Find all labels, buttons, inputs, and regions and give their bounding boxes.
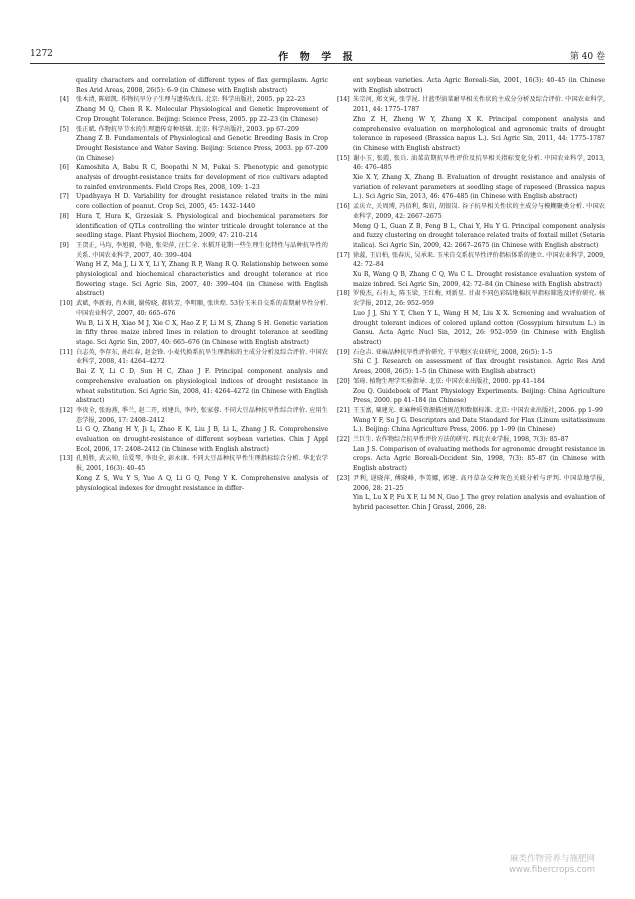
reference-entry <box>337 202 605 251</box>
reference-english-text: Bai Z Y, Li C D, Sun H C, Zhao J F. Principal component analysis and comprehensive evaluation on physiological indices of drought resistance in wheat substitution. Sci Agric Sin, 2008, 41: 4264–4272 (in Chinese with English abstract) <box>76 368 328 405</box>
reference-entry <box>337 251 605 290</box>
reference-number: [4] <box>60 96 69 104</box>
reference-entry <box>60 406 328 455</box>
page-number: 1272 <box>30 49 53 59</box>
reference-number: [7] <box>60 193 69 201</box>
reference-entry <box>60 192 328 211</box>
reference-entry <box>337 154 605 203</box>
reference-chinese-text: 白志英, 李存东, 孙红春, 赵金锋. 小麦代换系抗旱生理指标的主成分分析及综合评价. 中国农业科学, 2008, 41: 4264–4272 <box>76 348 328 366</box>
reference-english-text: Zhang M Q, Chen R K. Molecular Physiological and Genetic Improvement of Crop Drought Tolerance. Beijing: Science Press, 2005. pp 22–23 (in Chinese) <box>76 106 328 123</box>
reference-entry <box>60 299 328 348</box>
reference-english-text: Hura T, Hura K, Grzesiak S. Physiological and biochemical parameters for identification of QTLs controlling the winter triticale drought tolerance at the seedling stage. Plant Physiol Biochem, 2009, 47: 210–214 <box>76 212 328 240</box>
volume-label: 第 40 卷 <box>569 52 605 62</box>
reference-english-text: ent soybean varieties. Acta Agric Boreali-Sin, 2001, 16(3): 40–45 (in Chinese with English abstract) <box>353 77 605 94</box>
reference-chinese-text: 石仓吉. 亚麻品种抗旱性评价研究. 干旱地区农业研究, 2008, 26(5): 1–5 <box>353 348 553 356</box>
reference-number: [22] <box>337 436 350 444</box>
reference-english-text: Zhu Z H, Zheng W Y, Zhang X K. Principal component analysis and comprehensive evaluation on morphological and agronomic traits of drought tolerance in rapeseed (Brassica napus L.). Sci Agric Sin, 2011, 44: 1775–1787 (in Chinese with English abstract) <box>353 115 605 152</box>
reference-entry <box>60 212 328 241</box>
reference-english-text: Kong Z S, Wu Y S, Yue A Q, Li G Q, Peng Y K. Comprehensive analysis of physiological indexes for drought resistance in differ- <box>76 474 328 492</box>
reference-entry <box>60 241 328 299</box>
reference-english-text: Luo J J, Shi Y T, Chen Y L, Wang H M, Liu X X. Screening and wvaluation of drought tolerant indices of colored upland cotton (Gossypium hirsutum L.) in Gansu. Acta Agric Nucl Sin, 2012, 26: 952–959 (in Chinese with English abstract) <box>353 309 605 346</box>
reference-number: [6] <box>60 164 69 172</box>
reference-entry <box>337 348 605 377</box>
reference-number: [15] <box>337 154 350 162</box>
reference-chinese-text: 张正斌. 作物抗旱节水的生理遗传育种基础. 北京: 科学出版社, 2003. pp 67–209 <box>76 125 299 133</box>
reference-chinese-text: 徐蕊, 王启柏, 张春庆, 吴承来. 玉米自交系抗旱性评价指标体系的建立. 中国农业科学, 2009, 42: 72–84 <box>353 251 605 269</box>
reference-entry <box>60 348 328 406</box>
running-header <box>30 47 605 64</box>
reference-chinese-text: 李贵全, 张海燕, 季兰, 赵二开, 刘建兵, 李玲, 张家蓉. 不同大豆品种抗旱性综合评价. 应用生态学报, 2006, 17: 2408–2412 <box>76 406 328 424</box>
reference-number: [19] <box>337 348 350 356</box>
reference-chinese-text: 罗俊杰, 石有太, 陈玉梁, 王红梅, 刘新星. 甘肃不同色彩陆地棉抗旱指标筛选及评价研究. 核农学报, 2012, 26: 952–959 <box>353 290 605 308</box>
reference-english-text: Meng Q L, Guan Z B, Feng B L, Chai Y, Hu Y G. Principal component analysis and fuzzy clustering on drought tolerance related traits of foxtail millet (Setaria italica). Sci Agric Sin, 2009, 42: 2667–2675 (in Chinese with English abstract) <box>353 222 605 249</box>
reference-chinese-text: 兰巨生. 农作物综合抗旱性评价方法的研究. 西北农业学报, 1998, 7(3): 85–87 <box>353 436 569 444</box>
reference-english-text: Zhang Z B. Fundamentals of Physiological and Genetic Breeding Basis in Crop Drought Resistance and Water Saving. Beijing: Science Press, 2003. pp 67–209 (in Chinese) <box>76 135 328 162</box>
reference-chinese-text: 孟庆立, 关周博, 冯佰利, 柴岩, 胡银岗. 谷子抗旱相关性状的主成分与模糊聚类分析. 中国农业科学, 2009, 42: 2667–2675 <box>353 203 605 220</box>
reference-number: [11] <box>60 348 73 356</box>
reference-chinese-text: 王玉富, 粟建光. 亚麻种质资源描述规范和数据标准. 北京: 中国农业出版社, 2006. pp 1–99 <box>353 406 603 414</box>
reference-entry <box>60 76 328 95</box>
watermark-url: www.fibercrops.com <box>509 865 595 875</box>
reference-entry <box>337 377 605 406</box>
reference-number: [21] <box>337 406 350 414</box>
reference-chinese-text: 王贺正, 马均, 李旭毅, 李艳, 张荣萍, 汪仁全. 水稻开花期一些生理生化特性与品种抗旱性的关系. 中国农业科学, 2007, 40: 399–404 <box>76 241 328 259</box>
reference-entry <box>60 454 328 493</box>
reference-english-text: Wang H Z, Ma J, Li X Y, Li Y, Zhang R P, Wang R Q. Relationship between some physiological and biochemical characteristics and drought tolerance at rice flowering stage. Sci Agric Sin, 2007, 40: 399–404 (in Chinese with English abstract) <box>76 261 328 298</box>
reference-english-text: Upadhyaya H D. Variability for drought resistance related traits in the mini core collection of peanut. Crop Sci, 2005, 45: 1432–1440 <box>76 193 328 211</box>
reference-english-text: Yin L, Lu X P, Fu X F, Li M N, Guo J. The grey relation analysis and evaluation of hybrid pacesetter. Chin J Grassl, 2006, 28: <box>353 494 605 511</box>
reference-english-text: Zou Q. Guidebook of Plant Physiology Experiments. Beijing: China Agriculture Press, 2000. pp 41–184 (in Chinese) <box>353 387 605 405</box>
watermark-site-name: 麻类作物营养与施肥网 <box>509 854 595 864</box>
reference-entry <box>60 125 328 164</box>
reference-number: [23] <box>337 474 350 482</box>
journal-title: 作 物 学 报 <box>278 52 357 63</box>
reference-entry <box>60 163 328 192</box>
reference-english-text: Xu R, Wang Q B, Zhang C Q, Wu C L. Drought resistance evaluation system of maize inbred. Sci Agric Sin, 2009, 42: 72–84 (in Chinese with English abstract) <box>353 271 605 288</box>
reference-number: [9] <box>60 241 69 249</box>
reference-chinese-text: 邹琦. 植物生理学实验指导. 北京: 中国农业出版社, 2000. pp 41–184 <box>353 377 545 385</box>
reference-entry <box>337 435 605 474</box>
reference-number: [20] <box>337 377 350 385</box>
right-reference-column <box>337 76 605 513</box>
reference-number: [18] <box>337 290 350 298</box>
reference-entry <box>60 95 328 124</box>
reference-chinese-text: 孔照胜, 武云帅, 岳爱琴, 李贵全, 彭永康. 不同大豆品种抗旱性生理指标综合分析. 华北农学报, 2001, 16(3): 40–45 <box>76 455 328 473</box>
reference-english-text: Kamoshita A, Babu R C, Boopathi N M, Fukai S. Phenotypic and genotypic analysis of drought-resistance traits for development of rice cultivars adapted to rainfed environments. Field Crops Res, 2008, 109: 1–23 <box>76 164 328 191</box>
reference-number: [13] <box>60 455 73 463</box>
reference-chinese-text: 朱宗河, 郑文寅, 张学昆. 甘蓝型油菜耐旱相关性状的主成分分析及综合评价. 中国农业科学, 2011, 44: 1775–1787 <box>353 96 605 114</box>
reference-english-text: Lan J S. Comparison of evaluating methods for agronomic drought resistance in crops. Acta Agric Boreali-Occident Sin, 1998, 7(3): 85–87 (in Chinese with English abstract) <box>353 445 605 473</box>
reference-entry <box>337 289 605 347</box>
reference-english-text: Wu B, Li X H, Xiao M J, Xie C X, Hao Z F, Li M S, Zhang S H. Genetic variation in fifty three maize inbred lines in relation to drought tolerance at seedling stage. Sci Agric Sin, 2007, 40: 665–676 (in Chinese with English abstract) <box>76 319 328 346</box>
reference-chinese-text: 尹利, 逯晓萍, 傅晓峰, 李美娜, 郭建. 高丹草杂交种灰色关联分析与评判. 中国草地学报, 2006, 28: 21–25 <box>353 474 605 492</box>
reference-english-text: Wang Y F, Su J G. Descriptors and Data Standard for Flax (Linum usitatissimum L.). Beijing: China Agriculture Press, 2006. pp 1–99 (in Chinese) <box>353 416 605 434</box>
reference-number: [16] <box>337 203 350 211</box>
reference-number: [5] <box>60 125 69 133</box>
reference-entry <box>337 406 605 435</box>
reference-entry <box>337 474 605 513</box>
reference-english-text: Xie X Y, Zhang X, Zhang B. Evaluation of drought resistance and analysis of variation of relevant parameters at seedling stage of rapeseed (Brassica napus L.). Sci Agric Sin, 2013, 46: 476–485 (in Chinese with English abstract) <box>353 174 605 201</box>
reference-chinese-text: 武斌, 李新海, 肖木辑, 谢传晓, 郝转芳, 李明顺, 张世煌. 53份玉米自交系的苗期耐旱性分析. 中国农业科学, 2007, 40: 665–676 <box>76 300 328 317</box>
reference-entry <box>337 95 605 153</box>
reference-number: [12] <box>60 406 73 414</box>
reference-number: [17] <box>337 251 350 259</box>
reference-number: [10] <box>60 300 73 308</box>
reference-english-text: quality characters and correlation of different types of flax germplasm. Agric Res Arid Areas, 2008, 26(5): 6–9 (in Chinese with English abstract) <box>76 77 328 94</box>
reference-chinese-text: 张木清, 陈如凯. 作物抗旱分子生理与遗传改良. 北京: 科学出版社, 2005. pp 22–23 <box>76 96 306 104</box>
reference-entry <box>337 76 605 95</box>
reference-chinese-text: 谢小玉, 张霞, 张兵. 油菜苗期抗旱性评价及抗旱相关指标变化分析. 中国农业科学, 2013, 46: 476–485 <box>353 154 605 172</box>
reference-number: [14] <box>337 96 350 104</box>
left-reference-column <box>60 76 328 493</box>
watermark <box>509 854 595 876</box>
reference-number: [8] <box>60 212 69 220</box>
reference-english-text: Li G Q, Zhang H Y, Ji L, Zhao E K, Liu J B, Li L, Zhang J R. Comprehensive evaluation on drought-resistance of different soybean varieties. Chin J Appl Ecol, 2006, 17: 2408–2412 (in Chinese with English abstract) <box>76 426 328 453</box>
reference-english-text: Shi C J. Research on assessment of flax drought resistance. Agric Res Arid Areas, 2008, 26(5): 1–5 (in Chinese with English abstract) <box>353 358 605 376</box>
